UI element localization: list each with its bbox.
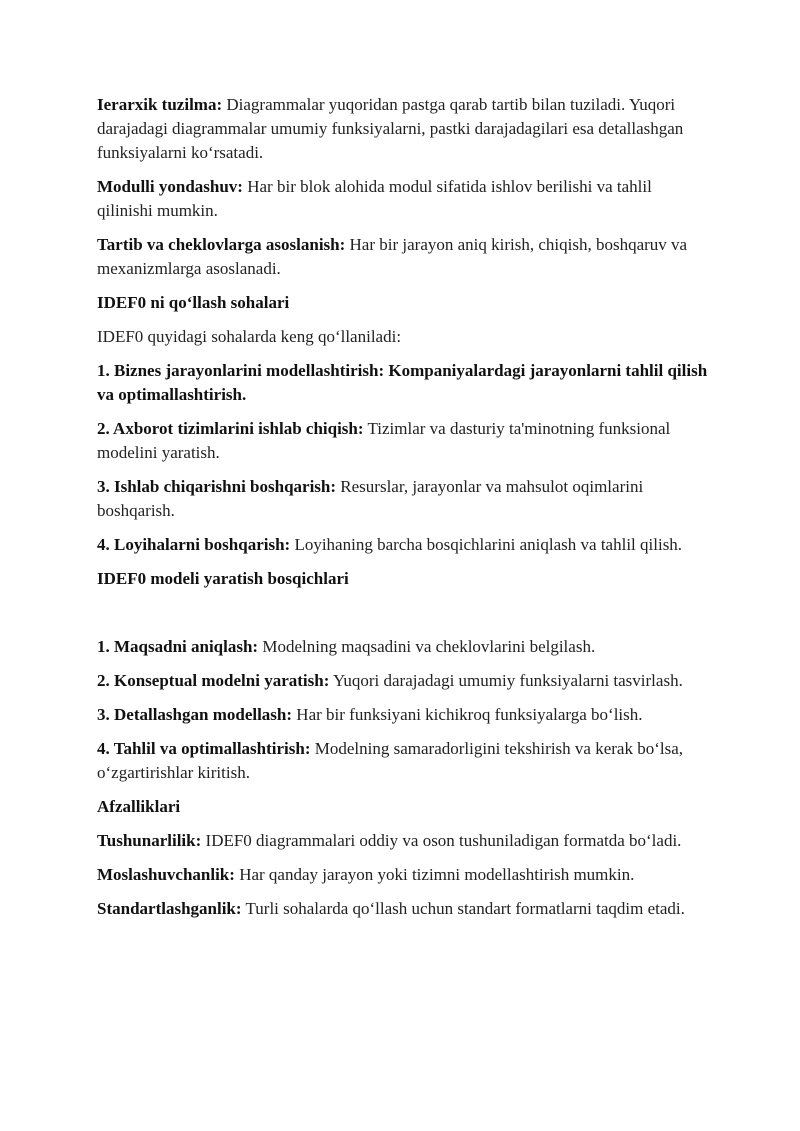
paragraph-intro — [97, 325, 709, 349]
paragraph-term: 3. Detallashgan modellash: — [97, 705, 293, 724]
paragraph-modulli-yondashuv — [97, 175, 709, 223]
paragraph-ierarxik-tuzilma — [97, 93, 709, 165]
section-heading-afzalliklari: Afzalliklari — [97, 797, 181, 816]
paragraph-term: 1. Maqsadni aniqlash: — [97, 637, 259, 656]
paragraph-term: 2. Axborot tizimlarini ishlab chiqish: — [97, 419, 364, 438]
paragraph-text: Har bir jarayon aniq kirish, chiqish, boshqaruv va mexanizmlarga asoslanadi. — [97, 235, 688, 278]
list-item-biznes — [97, 359, 709, 407]
paragraph-text: Har bir blok alohida modul sifatida ishlov berilishi va tahlil qilinishi mumkin. — [97, 177, 652, 220]
list-item-tahlil — [97, 737, 709, 785]
paragraph-term: 4. Loyihalarni boshqarish: — [97, 535, 291, 554]
paragraph-text: Modelning samaradorligini tekshirish va kerak bo‘lsa, o‘zgartirishlar kiritish. — [97, 739, 683, 782]
paragraph-term: 3. Ishlab chiqarishni boshqarish: — [97, 477, 337, 496]
paragraph-term: Ierarxik tuzilma: — [97, 95, 223, 114]
paragraph-text: Modelning maqsadini va cheklovlarini belgilash. — [258, 637, 596, 656]
paragraph-term: 1. Biznes jarayonlarini modellashtirish: Kompaniyalardagi jarayonlarni tahlil qilish va optimallashtirish. — [97, 361, 708, 404]
paragraph-text: IDEF0 diagrammalari oddiy va oson tushuniladigan formatda bo‘ladi. — [201, 831, 682, 850]
paragraph-term: Moslashuvchanlik: — [97, 865, 235, 884]
list-item-axborot — [97, 417, 709, 465]
paragraph-tartib-cheklovlar — [97, 233, 709, 281]
blank-line — [97, 601, 709, 625]
paragraph-tushunarlilik — [97, 829, 709, 853]
list-item-loyihalar — [97, 533, 709, 557]
paragraph-text: Har bir funksiyani kichikroq funksiyalarga bo‘lish. — [292, 705, 643, 724]
section-heading-sohalari: IDEF0 ni qo‘llash sohalari — [97, 293, 290, 312]
paragraph-text: Yuqori darajadagi umumiy funksiyalarni tasvirlash. — [329, 671, 683, 690]
paragraph-term: Modulli yondashuv: — [97, 177, 243, 196]
paragraph-text: Loyihaning barcha bosqichlarini aniqlash va tahlil qilish. — [290, 535, 683, 554]
list-item-ishlab-chiqarish — [97, 475, 709, 523]
document-page — [97, 93, 709, 931]
paragraph-term: Tartib va cheklovlarga asoslanish: — [97, 235, 346, 254]
paragraph-text: Turli sohalarda qo‘llash uchun standart formatlarni taqdim etadi. — [241, 899, 685, 918]
paragraph-text: Resurslar, jarayonlar va mahsulot oqimlarini boshqarish. — [97, 477, 644, 520]
paragraph-standartlashganlik — [97, 897, 709, 921]
paragraph-text: Tizimlar va dasturiy ta'minotning funksional modelini yaratish. — [97, 419, 671, 462]
paragraph-term: 4. Tahlil va optimallashtirish: — [97, 739, 311, 758]
paragraph-term: Standartlashganlik: — [97, 899, 242, 918]
section-heading-bosqichlari: IDEF0 modeli yaratish bosqichlari — [97, 569, 349, 588]
paragraph-text: IDEF0 quyidagi sohalarda keng qo‘llaniladi: — [97, 327, 402, 346]
list-item-konseptual — [97, 669, 709, 693]
paragraph-term: 2. Konseptual modelni yaratish: — [97, 671, 330, 690]
paragraph-text: Diagrammalar yuqoridan pastga qarab tartib bilan tuziladi. Yuqori darajadagi diagrammalar umumiy funksiyalarni, pastki darajadagilari esa detallashgan funksiyalarni ko‘rsatadi. — [97, 95, 684, 162]
paragraph-moslashuvchanlik — [97, 863, 709, 887]
paragraph-text: Har qanday jarayon yoki tizimni modellashtirish mumkin. — [234, 865, 635, 884]
list-item-detallashgan — [97, 703, 709, 727]
paragraph-term: Tushunarlilik: — [97, 831, 202, 850]
list-item-maqsad — [97, 635, 709, 659]
